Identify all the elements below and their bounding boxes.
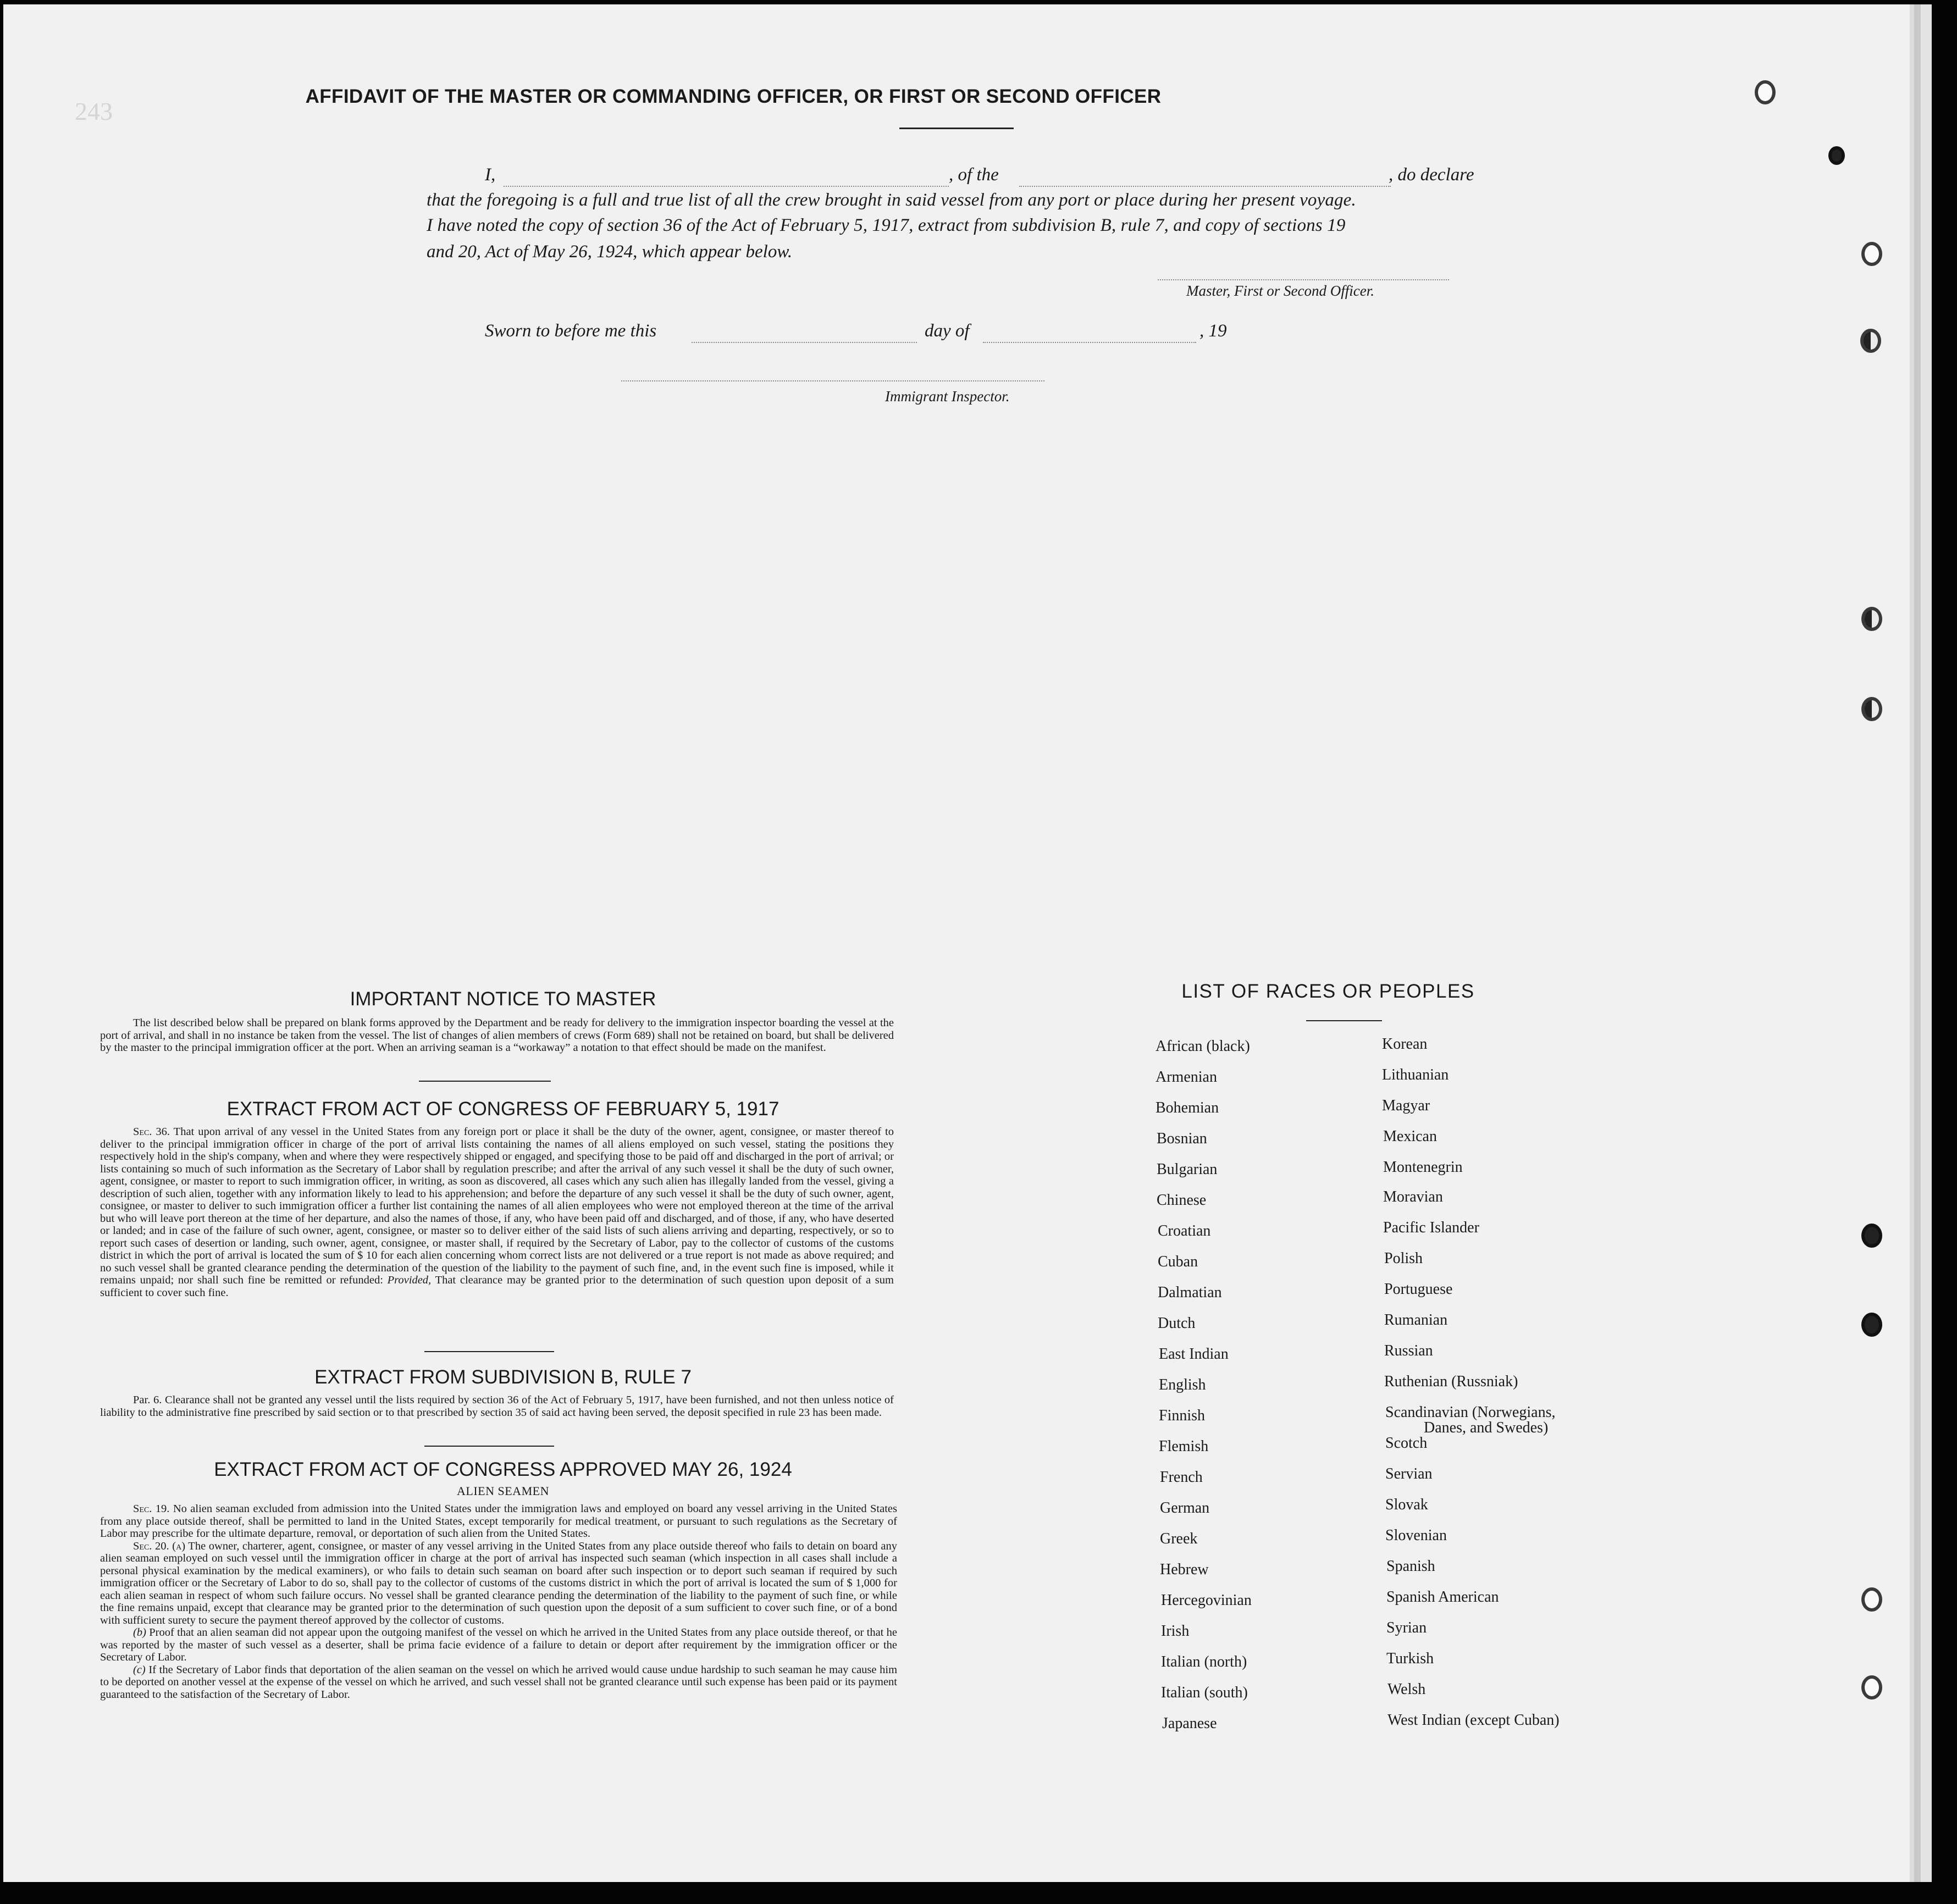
act-1917-text bbox=[100, 1126, 894, 1299]
race-item: Rumanian bbox=[1384, 1311, 1448, 1329]
notice-body: The list described below shall be prepared on blank forms approved by the Department and be ready for delivery to the immigration inspector boarding the vessel at the port of arrival, and shall in no instance be taken from the vessel. The list of changes of alien members of crews (Form 689) shall not be retained on board, but shall be delivered by the master to the principal immigration officer at the port. When an arriving seaman is a “workaway” a notation to that effect should be made on the manifest. bbox=[100, 1017, 894, 1054]
race-item: Chinese bbox=[1157, 1192, 1207, 1209]
inspector-signature-blank bbox=[621, 380, 1044, 381]
race-item: Moravian bbox=[1383, 1188, 1443, 1205]
race-item: Japanese bbox=[1162, 1715, 1217, 1732]
name-blank bbox=[504, 186, 949, 187]
race-item: Syrian bbox=[1386, 1619, 1427, 1636]
section-rule bbox=[419, 1081, 551, 1082]
race-item: Slovak bbox=[1385, 1496, 1428, 1513]
race-item: Greek bbox=[1160, 1530, 1198, 1547]
binding-hole bbox=[1861, 697, 1882, 721]
sec-20a-label: Sec. 20. (a) bbox=[133, 1540, 186, 1552]
sec-20a-body: The owner, charterer, agent, consignee, or master of any vessel arriving in the United States from any place outside thereof who fails to detain on board any alien seaman employed on such vessel until the immigration officer in charge at the port of arrival has inspected such seaman (which inspection in all cases shall include a personal physical examination by the medical examiners), or who fails to detain such seaman on board after such inspection or to deport such seaman if required by such immigration officer or the Secretary of Labor to do so, shall pay to the collector of customs of the customs district in which the port of arrival is located the sum of $ 1,000 for each alien seaman in respect of whom such failure occurs. No vessel shall be granted clearance pending the determination of the liability to the payment of such fine, or while the fine remains unpaid, except that clearance may be granted prior to the determination of such question upon the deposit of a sum sufficient to cover such fine, or of a bond with sufficient surety to secure the payment thereof approved by the collector of customs. bbox=[100, 1540, 897, 1626]
rule-7-body: Par. 6. Clearance shall not be granted any vessel until the lists required by section 36 of the Act of February 5, 1917, have been furnished, and not then unless notice of liability to the administrative fine prescribed by said section or to that prescribed by section 35 of said act having been served, the deposit specified in rule 23 has been made. bbox=[100, 1394, 894, 1419]
binding-hole bbox=[1860, 329, 1881, 353]
sec-19-body: No alien seaman excluded from admission into the United States under the immigration laws and employed on board any vessel arriving in the United States from any place outside thereof, shall be permitted to land in the United States, except temporarily for medical treatment, or pursuant to such regulations as the Secretary of Labor may prescribe for the ultimate departure, removal, or deportation of such alien from the United States. bbox=[100, 1503, 897, 1540]
sec-36-end: That clearance may be granted prior to the determination of such question upon deposit of a sum sufficient to cover such fine. bbox=[100, 1274, 894, 1299]
affidavit-line-3: and 20, Act of May 26, 1924, which appear below. bbox=[427, 242, 793, 262]
rule-7-text bbox=[100, 1394, 894, 1419]
section-rule bbox=[424, 1351, 554, 1352]
race-item: Hercegovinian bbox=[1161, 1592, 1252, 1609]
sec-20c-body: If the Secretary of Labor finds that deportation of the alien seaman on the vessel on which he arrived would cause undue hardship to such seaman he may cause him to be deported on another vessel at the expense of the vessel on which he arrived, and such vessel shall not be granted clearance until such expense has been paid or its payment guaranteed to the satisfaction of the Secretary of Labor. bbox=[100, 1663, 898, 1701]
binding-hole bbox=[1861, 1313, 1882, 1337]
section-rule bbox=[424, 1446, 554, 1447]
race-item: Danes, and Swedes) bbox=[1424, 1419, 1549, 1436]
race-item: Slovenian bbox=[1385, 1527, 1447, 1544]
race-item: German bbox=[1160, 1499, 1210, 1516]
race-item: Portuguese bbox=[1384, 1281, 1453, 1298]
race-item: Croatian bbox=[1158, 1222, 1211, 1239]
notice-title: IMPORTANT NOTICE TO MASTER bbox=[350, 988, 656, 1010]
race-item: Armenian bbox=[1156, 1069, 1217, 1086]
races-title: LIST OF RACES OR PEOPLES bbox=[1181, 981, 1475, 1002]
binding-hole bbox=[1828, 146, 1845, 165]
act-1924-title: EXTRACT FROM ACT OF CONGRESS APPROVED MAY 26, 1924 bbox=[214, 1459, 792, 1480]
sec-36-body: That upon arrival of any vessel in the United States from any foreign port or place it shall be the duty of the owner, agent, consignee, or master thereof to deliver to the principal immigration officer in charge of the port of arrival lists containing the names of all aliens employed on such vessel, stating the positions they respectively hold in the ship's company, when and where they were respectively shipped or engaged, and specifying those to be paid off and discharged in the port of arrival; or lists containing so much of such information as the Secretary of Labor shall by regulation prescribe; and after the arrival of any such vessel it shall be the duty of such owner, agent, consignee, or master to report to such immigration officer, in writing, as soon as discovered, all cases which any such alien has illegally landed from the vessel, giving a description of such alien, together with any information likely to lead to his apprehension; and before the departure of any such vessel it shall be the duty of such owner, agent, consignee, or master to deliver to such immigration officer a further list containing the names of all alien employees who were not employed thereon at the time of the arrival but who will leave port thereon at the time of her departure, and also the names of those, if any, who have been paid off and discharged, and of those, if any, who have deserted or landed; and in case of the failure of such owner, agent, consignee, or master so to deliver either of the said lists of such aliens arriving and departing, respectively, or so to report such cases of desertion or landing, such owner, agent, consignee, or master shall, if required by the Secretary of Labor, pay to the collector of customs of the customs district in which the port of arrival is located the sum of $ 10 for each alien concerning whom correct lists are not delivered or a true report is not made as above required; and no such vessel shall be granted clearance pending the determination of the question of the liability to the payment of such fine, and, in the event such fine is imposed, while it remains unpaid; nor shall such fine be remitted or refunded: bbox=[100, 1126, 894, 1286]
affidavit-line-2: I have noted the copy of section 36 of the Act of February 5, 1917, extract from subdivision B, rule 7, and copy of sections 19 bbox=[427, 215, 1346, 235]
binding-hole bbox=[1755, 80, 1776, 104]
affidavit-of-the: , of the bbox=[949, 165, 999, 185]
sec-20c-paragraph bbox=[100, 1664, 897, 1701]
race-item: Bosnian bbox=[1157, 1130, 1207, 1147]
act-1917-title: EXTRACT FROM ACT OF CONGRESS OF FEBRUARY 5, 1917 bbox=[226, 1098, 780, 1120]
affidavit-do-declare: , do declare bbox=[1389, 165, 1474, 185]
race-item: East Indian bbox=[1159, 1346, 1229, 1363]
races-title-rule bbox=[1306, 1020, 1382, 1021]
race-item: Spanish American bbox=[1386, 1588, 1499, 1606]
sec-20a-paragraph bbox=[100, 1540, 897, 1627]
binding-hole bbox=[1861, 1587, 1882, 1612]
year-text: , 19 bbox=[1199, 321, 1227, 341]
race-item: Ruthenian (Russniak) bbox=[1384, 1373, 1518, 1390]
race-item: Scandinavian (Norwegians, bbox=[1385, 1404, 1556, 1421]
binding-hole bbox=[1861, 242, 1882, 266]
page-number: 243 bbox=[75, 97, 113, 125]
affidavit-line-1: that the foregoing is a full and true list of all the crew brought in said vessel from any port or place during her present voyage. bbox=[427, 190, 1356, 210]
race-item: Lithuanian bbox=[1382, 1066, 1449, 1083]
race-item: Spanish bbox=[1386, 1558, 1435, 1575]
binding-hole bbox=[1861, 1224, 1882, 1248]
race-item: Italian (north) bbox=[1161, 1653, 1247, 1670]
race-item: Hebrew bbox=[1160, 1561, 1209, 1578]
sec-20c-label: (c) bbox=[133, 1663, 146, 1676]
sec-36-label: Sec. 36. bbox=[133, 1126, 170, 1138]
race-item: French bbox=[1160, 1469, 1203, 1486]
race-item: Korean bbox=[1382, 1036, 1428, 1053]
alien-seamen-subtitle: ALIEN SEAMEN bbox=[457, 1484, 549, 1498]
binding-hole bbox=[1861, 1675, 1882, 1700]
affidavit-title: AFFIDAVIT OF THE MASTER OR COMMANDING OFFICER, OR FIRST OR SECOND OFFICER bbox=[305, 86, 1162, 107]
sec-19-label: Sec. 19. bbox=[133, 1503, 170, 1515]
rule-7-title: EXTRACT FROM SUBDIVISION B, RULE 7 bbox=[314, 1366, 692, 1388]
binding-hole bbox=[1861, 607, 1882, 631]
race-item: Dalmatian bbox=[1158, 1284, 1222, 1301]
act-1924-text bbox=[100, 1503, 897, 1701]
provided-word: Provided, bbox=[387, 1274, 432, 1286]
sworn-month-blank bbox=[983, 342, 1196, 343]
race-item: Welsh bbox=[1387, 1681, 1426, 1698]
race-item: Servian bbox=[1385, 1465, 1433, 1482]
race-item: Irish bbox=[1161, 1623, 1190, 1640]
title-rule bbox=[899, 128, 1014, 129]
race-item: Cuban bbox=[1158, 1253, 1198, 1270]
race-item: Flemish bbox=[1159, 1438, 1209, 1455]
race-item: Polish bbox=[1384, 1250, 1423, 1267]
sworn-text: Sworn to before me this bbox=[485, 321, 657, 341]
sec-20b-body: Proof that an alien seaman did not appear upon the outgoing manifest of the vessel on which he arrived in the United States from any place outside thereof, or that he was reported by the master of such vessel as a deserter, shall be prima facie evidence of a failure to detain or deport after requirement by the immigration officer or the Secretary of Labor. bbox=[100, 1626, 898, 1663]
race-item: Italian (south) bbox=[1161, 1684, 1248, 1701]
race-item: Finnish bbox=[1159, 1407, 1206, 1424]
race-item: Montenegrin bbox=[1383, 1159, 1463, 1176]
race-item: Scotch bbox=[1385, 1435, 1428, 1452]
sworn-day-blank bbox=[692, 342, 917, 343]
race-item: Mexican bbox=[1383, 1128, 1437, 1145]
master-signature-blank bbox=[1158, 279, 1449, 280]
document-page bbox=[3, 4, 1910, 1882]
race-item: Dutch bbox=[1158, 1315, 1196, 1332]
race-item: Russian bbox=[1384, 1342, 1433, 1359]
race-item: Turkish bbox=[1386, 1650, 1434, 1667]
sec-20b-paragraph bbox=[100, 1626, 897, 1664]
race-item: Bohemian bbox=[1156, 1099, 1219, 1116]
sec-19-paragraph bbox=[100, 1503, 897, 1540]
race-item: Pacific Islander bbox=[1383, 1219, 1479, 1236]
sec-20b-label: (b) bbox=[133, 1626, 146, 1639]
affidavit-i: I, bbox=[485, 165, 496, 185]
race-item: Magyar bbox=[1382, 1097, 1430, 1114]
inspector-label: Immigrant Inspector. bbox=[885, 388, 1010, 405]
race-item: African (black) bbox=[1156, 1038, 1250, 1055]
master-label: Master, First or Second Officer. bbox=[1186, 283, 1374, 299]
race-item: English bbox=[1159, 1376, 1206, 1393]
vessel-blank bbox=[1019, 186, 1391, 187]
race-item: West Indian (except Cuban) bbox=[1387, 1712, 1560, 1729]
race-item: Bulgarian bbox=[1157, 1161, 1218, 1178]
day-of-text: day of bbox=[925, 321, 970, 341]
notice-text bbox=[100, 1017, 894, 1054]
